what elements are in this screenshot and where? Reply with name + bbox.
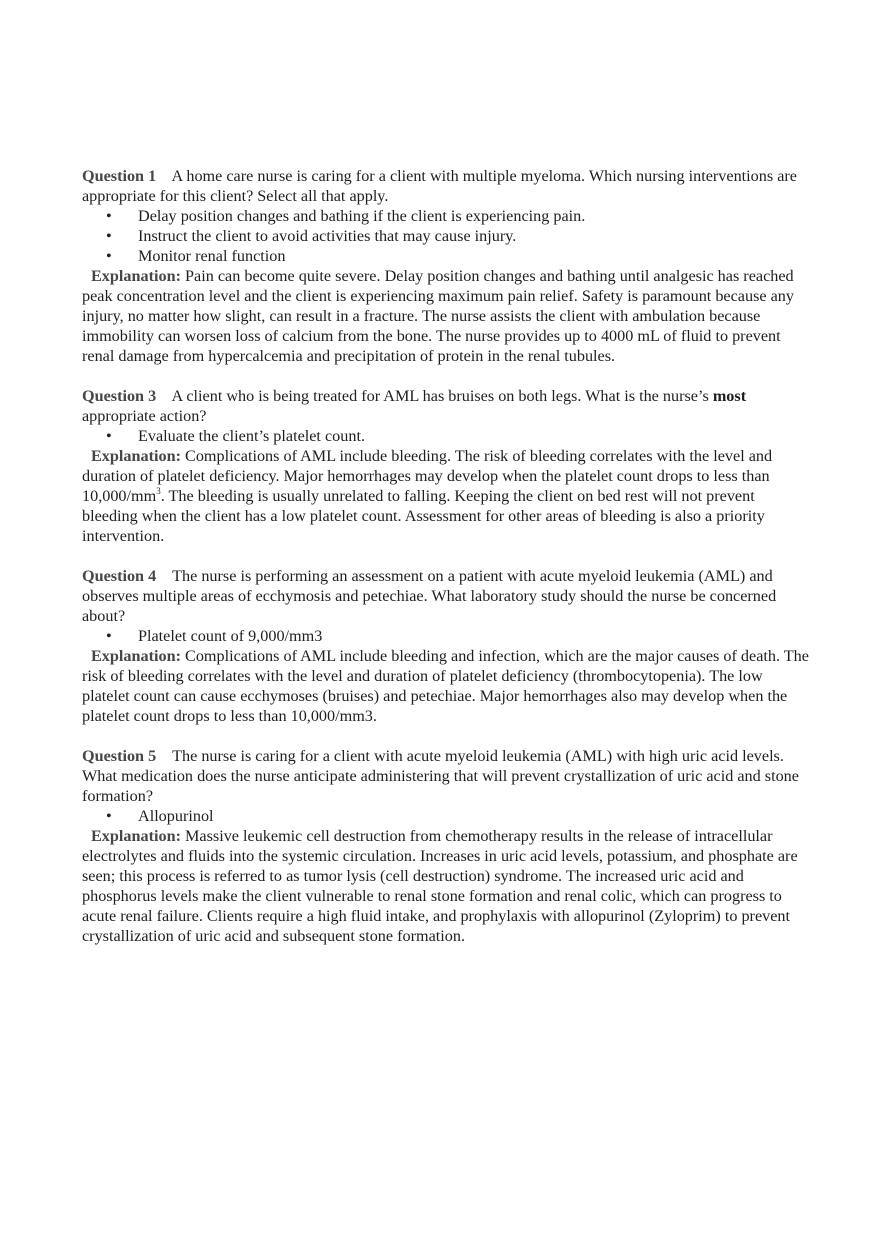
explanation-label: Explanation: [91,447,181,465]
question-1-prompt [82,166,812,206]
question-3-text-after: appropriate action? [82,407,207,425]
spacer [82,546,812,566]
answer-text: Allopurinol [138,807,214,825]
explanation-label: Explanation: [91,827,181,845]
explanation-label: Explanation: [91,267,181,285]
question-1-label: Question 1 [82,167,157,185]
explanation-text: Massive leukemic cell destruction from chemotherapy results in the release of intracellular electrolytes and fluids into the systemic circulation. Increases in uric acid levels, potassium, and phosphate are seen; this process is referred to as tumor lysis (cell destruction) syndrome. The increased uric acid and phosphorus levels make the client vulnerable to renal stone formation and renal colic, which can progress to acute renal failure. Clients require a high fluid intake, and prophylaxis with allopurinol (Zyloprim) to prevent crystallization of uric acid and subsequent stone formation. [82,827,798,945]
explanation-label: Explanation: [91,647,181,665]
question-3-keyword: most [712,387,747,405]
question-block-5 [82,746,812,946]
document-page [82,166,812,946]
explanation-text-part1: Complications of AML include bleeding. The risk of bleeding correlates with the level and duration of platelet deficiency. Major hemorrhages may develop when the platelet count drops to less than 10,000/mm [82,447,773,505]
question-1-text: A home care nurse is caring for a client with multiple myeloma. Which nursing interventions are appropriate for this client? Select all that apply. [82,167,797,205]
question-block-1 [82,166,812,366]
explanation-text: Pain can become quite severe. Delay position changes and bathing until analgesic has reached peak concentration level and the client is experiencing maximum pain relief. Safety is paramount because any injury, no matter how slight, can result in a fracture. The nurse assists the client with ambulation because immobility can worsen loss of calcium from the bone. The nurse provides up to 4000 mL of fluid to prevent renal damage from hypercalcemia and precipitation of protein in the renal tubules. [82,267,794,365]
explanation-text: Complications of AML include bleeding and infection, which are the major causes of death. The risk of bleeding correlates with the level and duration of platelet deficiency (thrombocytopenia). The low platelet count can cause ecchymoses (bruises) and petechiae. Major hemorrhages also may develop when the platelet count drops to less than 10,000/mm3. [82,647,809,725]
question-4-prompt [82,566,812,626]
spacer [82,726,812,746]
question-5-label: Question 5 [82,747,157,765]
question-block-3 [82,386,812,546]
question-4-explanation [82,646,812,726]
bullet-icon: • [106,427,112,445]
answer-text: Instruct the client to avoid activities that may cause injury. [138,227,517,245]
question-3-text-before: A client who is being treated for AML has bruises on both legs. What is the nurse’s [171,387,709,405]
answer-text: Delay position changes and bathing if the client is experiencing pain. [138,207,586,225]
question-5-text: The nurse is caring for a client with acute myeloid leukemia (AML) with high uric acid levels. What medication does the nurse anticipate administering that will prevent crystallization of uric acid and stone formation? [82,747,799,805]
question-4-answers [82,626,812,646]
superscript: 3 [156,486,161,496]
list-item [82,426,812,446]
bullet-icon: • [106,207,112,225]
list-item [82,806,812,826]
bullet-icon: • [106,227,112,245]
bullet-icon: • [106,627,112,645]
question-1-answers [82,206,812,266]
question-3-explanation [82,446,812,546]
question-4-label: Question 4 [82,567,157,585]
question-3-prompt [82,386,812,426]
question-block-4 [82,566,812,726]
answer-text: Platelet count of 9,000/mm3 [138,627,323,645]
list-item [82,226,812,246]
list-item [82,626,812,646]
list-item [82,206,812,226]
spacer [82,366,812,386]
question-3-answers [82,426,812,446]
answer-text: Monitor renal function [138,247,286,265]
question-5-answers [82,806,812,826]
explanation-text-part2: . The bleeding is usually unrelated to falling. Keeping the client on bed rest will not prevent bleeding when the client has a low platelet count. Assessment for other areas of bleeding is also a priority intervention. [82,487,765,545]
question-5-prompt [82,746,812,806]
answer-text: Evaluate the client’s platelet count. [138,427,365,445]
question-3-label: Question 3 [82,387,157,405]
list-item [82,246,812,266]
bullet-icon: • [106,247,112,265]
bullet-icon: • [106,807,112,825]
question-4-text: The nurse is performing an assessment on a patient with acute myeloid leukemia (AML) and observes multiple areas of ecchymosis and petechiae. What laboratory study should the nurse be concerned about? [82,567,777,625]
question-5-explanation [82,826,812,946]
question-1-explanation [82,266,812,366]
